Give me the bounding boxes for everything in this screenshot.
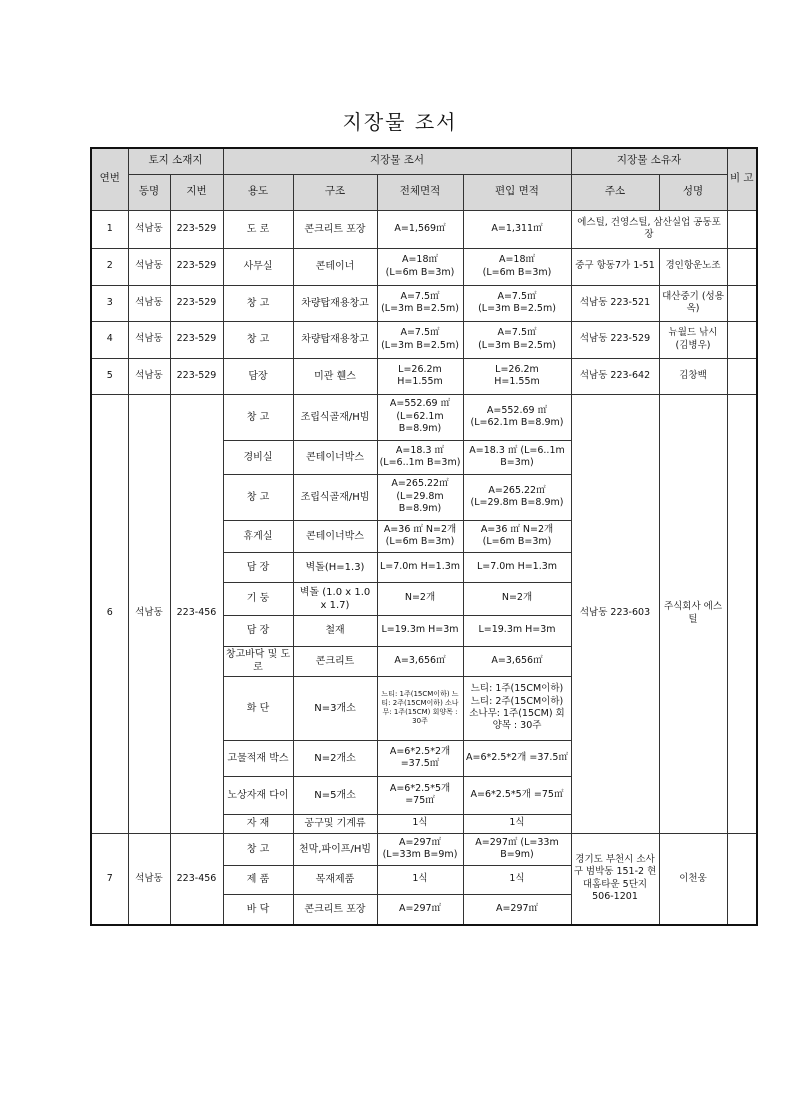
cell-incorporated-area	[463, 248, 571, 285]
cell-total-area	[377, 248, 463, 285]
table-row	[91, 321, 757, 358]
header-owner: 지장물 소유자	[571, 148, 727, 174]
cell-incorporated-area: 느티: 1주(15CM이하) 느티: 2주(15CM이하) 소나무: 1주(15CM) 회양목 : 30주	[463, 676, 571, 740]
total-line-1: L=26.2m	[398, 363, 442, 375]
cell-total-area	[377, 285, 463, 321]
header-name: 성명	[659, 174, 727, 210]
cell-use: 기 둥	[223, 582, 293, 615]
cell-incorporated-area: A=297㎡	[463, 894, 571, 925]
cell-use: 휴게실	[223, 520, 293, 552]
cell-structure: 콘테이너	[293, 248, 377, 285]
cell-use: 경비실	[223, 440, 293, 474]
cell-name: 이천웅	[659, 833, 727, 925]
cell-incorporated-area: A=6*2.5*2개 =37.5㎡	[463, 740, 571, 776]
cell-name: 주식회사 에스틸	[659, 394, 727, 833]
cell-remarks	[727, 394, 757, 833]
cell-dong: 석남동	[128, 358, 170, 394]
cell-jibun: 223-529	[170, 358, 223, 394]
table-row	[91, 210, 757, 248]
header-jibun: 지번	[170, 174, 223, 210]
cell-remarks	[727, 833, 757, 925]
cell-no: 6	[91, 394, 128, 833]
cell-no: 1	[91, 210, 128, 248]
cell-remarks	[727, 358, 757, 394]
cell-structure: 천막,파이프/H빔	[293, 833, 377, 865]
cell-remarks	[727, 321, 757, 358]
cell-dong: 석남동	[128, 210, 170, 248]
total-line-1: A=18㎡	[401, 254, 439, 266]
cell-name: 김창백	[659, 358, 727, 394]
cell-structure: N=2개소	[293, 740, 377, 776]
header-total-area: 전체면적	[377, 174, 463, 210]
cell-address: 중구 항동7가 1-51	[571, 248, 659, 285]
header-incorporated-area: 편입 면적	[463, 174, 571, 210]
cell-address: 석남동 223-521	[571, 285, 659, 321]
cell-incorporated-area: A=265.22㎡ (L=29.8m B=8.9m)	[463, 474, 571, 520]
cell-total-area: A=297㎡	[377, 894, 463, 925]
cell-incorporated-area: 1식	[463, 865, 571, 894]
cell-incorporated-area: A=552.69 ㎡ (L=62.1m B=8.9m)	[463, 394, 571, 440]
cell-jibun: 223-529	[170, 321, 223, 358]
table-row	[91, 358, 757, 394]
header-remarks: 비 고	[727, 148, 757, 210]
cell-use: 창고바닥 및 도로	[223, 646, 293, 676]
total-line-2: (L=6m B=3m)	[385, 266, 455, 278]
cell-use: 사무실	[223, 248, 293, 285]
cell-use: 창 고	[223, 474, 293, 520]
cell-no: 2	[91, 248, 128, 285]
cell-structure: 콘크리트 포장	[293, 894, 377, 925]
cell-address: 석남동 223-642	[571, 358, 659, 394]
cell-dong: 석남동	[128, 285, 170, 321]
cell-dong: 석남동	[128, 248, 170, 285]
cell-use: 담 장	[223, 552, 293, 582]
cell-total-area: 느티: 1주(15CM이하) 느티: 2주(15CM이하) 소나무: 1주(15CM) 회양목 : 30주	[377, 676, 463, 740]
cell-use: 창 고	[223, 394, 293, 440]
cell-use: 화 단	[223, 676, 293, 740]
cell-total-area: A=265.22㎡ (L=29.8m B=8.9m)	[377, 474, 463, 520]
cell-no: 4	[91, 321, 128, 358]
total-line-1: A=7.5㎡	[400, 290, 440, 302]
cell-dong: 석남동	[128, 394, 170, 833]
cell-total-area: A=552.69 ㎡ (L=62.1m B=8.9m)	[377, 394, 463, 440]
cell-structure: 콘크리트 포장	[293, 210, 377, 248]
cell-total-area: A=1,569㎡	[377, 210, 463, 248]
cell-dong: 석남동	[128, 833, 170, 925]
cell-dong: 석남동	[128, 321, 170, 358]
cell-use: 창 고	[223, 321, 293, 358]
inc-line-2: (L=3m B=2.5m)	[478, 303, 556, 314]
cell-total-area: A=3,656㎡	[377, 646, 463, 676]
cell-total-area: A=18.3 ㎡ (L=6..1m B=3m)	[377, 440, 463, 474]
cell-use: 도 로	[223, 210, 293, 248]
cell-structure: 차량탑재용창고	[293, 321, 377, 358]
cell-use: 바 닥	[223, 894, 293, 925]
cell-total-area: 1식	[377, 865, 463, 894]
cell-use: 자 재	[223, 814, 293, 833]
cell-incorporated-area	[463, 285, 571, 321]
cell-use: 창 고	[223, 285, 293, 321]
cell-incorporated-area: A=3,656㎡	[463, 646, 571, 676]
cell-total-area: A=36 ㎡ N=2개 (L=6m B=3m)	[377, 520, 463, 552]
cell-structure: N=3개소	[293, 676, 377, 740]
total-line-2: H=1.55m	[397, 376, 443, 387]
inc-line-2: (L=3m B=2.5m)	[478, 339, 556, 351]
cell-use: 담장	[223, 358, 293, 394]
inc-line-1: A=7.5㎡	[497, 327, 537, 339]
table-row	[91, 833, 757, 865]
cell-structure: 철재	[293, 615, 377, 646]
cell-jibun: 223-456	[170, 833, 223, 925]
cell-incorporated-area: A=6*2.5*5개 =75㎡	[463, 776, 571, 814]
cell-incorporated-area: A=36 ㎡ N=2개 (L=6m B=3m)	[463, 520, 571, 552]
cell-total-area: L=19.3m H=3m	[377, 615, 463, 646]
inc-line-1: A=18㎡	[498, 254, 536, 266]
table-row	[91, 285, 757, 321]
cell-structure: 목재제품	[293, 865, 377, 894]
cell-no: 7	[91, 833, 128, 925]
total-line-2: (L=3m B=2.5m)	[381, 303, 459, 314]
cell-remarks	[727, 210, 757, 248]
cell-no: 5	[91, 358, 128, 394]
inc-line-2: (L=6m B=3m)	[482, 266, 552, 278]
cell-incorporated-area: A=18.3 ㎡ (L=6..1m B=3m)	[463, 440, 571, 474]
cell-incorporated-area	[463, 321, 571, 358]
cell-structure: 콘크리트	[293, 646, 377, 676]
cell-incorporated-area: A=297㎡ (L=33m B=9m)	[463, 833, 571, 865]
inc-line-2: H=1.55m	[494, 376, 540, 387]
header-no: 연번	[91, 148, 128, 210]
cell-total-area: L=7.0m H=1.3m	[377, 552, 463, 582]
header-structure: 구조	[293, 174, 377, 210]
header-dong: 동명	[128, 174, 170, 210]
cell-jibun: 223-529	[170, 285, 223, 321]
cell-address: 석남동 223-603	[571, 394, 659, 833]
cell-total-area: A=6*2.5*5개 =75㎡	[377, 776, 463, 814]
cell-address: 경기도 부천시 소사구 범박동 151-2 현대홈타운 5단지 506-1201	[571, 833, 659, 925]
header-survey: 지장물 조서	[223, 148, 571, 174]
total-line-2: (L=3m B=2.5m)	[381, 339, 459, 351]
cell-structure: N=5개소	[293, 776, 377, 814]
cell-structure: 조립식골재/H빔	[293, 394, 377, 440]
cell-structure: 콘테이너박스	[293, 440, 377, 474]
cell-jibun: 223-529	[170, 248, 223, 285]
cell-use: 창 고	[223, 833, 293, 865]
cell-structure: 콘테이너박스	[293, 520, 377, 552]
cell-structure: 벽돌 (1.0 x 1.0 x 1.7)	[293, 582, 377, 615]
cell-incorporated-area: L=7.0m H=1.3m	[463, 552, 571, 582]
cell-incorporated-area: N=2개	[463, 582, 571, 615]
header-address: 주소	[571, 174, 659, 210]
cell-total-area	[377, 321, 463, 358]
cell-name: 대산중기 (성용옥)	[659, 285, 727, 321]
total-line-1: A=7.5㎡	[400, 327, 440, 339]
inc-line-1: L=26.2m	[495, 363, 539, 375]
cell-jibun: 223-529	[170, 210, 223, 248]
cell-remarks	[727, 248, 757, 285]
header-land-location: 토지 소재지	[128, 148, 223, 174]
cell-jibun: 223-456	[170, 394, 223, 833]
cell-incorporated-area: A=1,311㎡	[463, 210, 571, 248]
obstacle-survey-table	[90, 147, 758, 926]
cell-use: 담 장	[223, 615, 293, 646]
cell-structure: 공구및 기계류	[293, 814, 377, 833]
cell-structure: 차량탑재용창고	[293, 285, 377, 321]
table-row	[91, 248, 757, 285]
cell-total-area: A=6*2.5*2개 =37.5㎡	[377, 740, 463, 776]
cell-name: 경인항운노조	[659, 248, 727, 285]
cell-address: 석남동 223-529	[571, 321, 659, 358]
table-row	[91, 394, 757, 440]
cell-incorporated-area: L=19.3m H=3m	[463, 615, 571, 646]
cell-total-area: 1식	[377, 814, 463, 833]
cell-no: 3	[91, 285, 128, 321]
cell-incorporated-area: 1식	[463, 814, 571, 833]
header-use: 용도	[223, 174, 293, 210]
cell-use: 고물적재 박스	[223, 740, 293, 776]
cell-structure: 미관 휀스	[293, 358, 377, 394]
cell-total-area: A=297㎡ (L=33m B=9m)	[377, 833, 463, 865]
inc-line-1: A=7.5㎡	[497, 290, 537, 302]
cell-incorporated-area	[463, 358, 571, 394]
cell-name: 뉴월드 낚시 (김병우)	[659, 321, 727, 358]
page-title: 지장물 조서	[342, 110, 458, 134]
cell-total-area	[377, 358, 463, 394]
cell-structure: 벽돌(H=1.3)	[293, 552, 377, 582]
cell-remarks	[727, 285, 757, 321]
cell-use: 제 품	[223, 865, 293, 894]
cell-address: 에스틸, 건영스틸, 삼산실업 공동포장	[571, 210, 727, 248]
cell-total-area: N=2개	[377, 582, 463, 615]
cell-use: 노상자재 다이	[223, 776, 293, 814]
cell-structure: 조립식골재/H빔	[293, 474, 377, 520]
